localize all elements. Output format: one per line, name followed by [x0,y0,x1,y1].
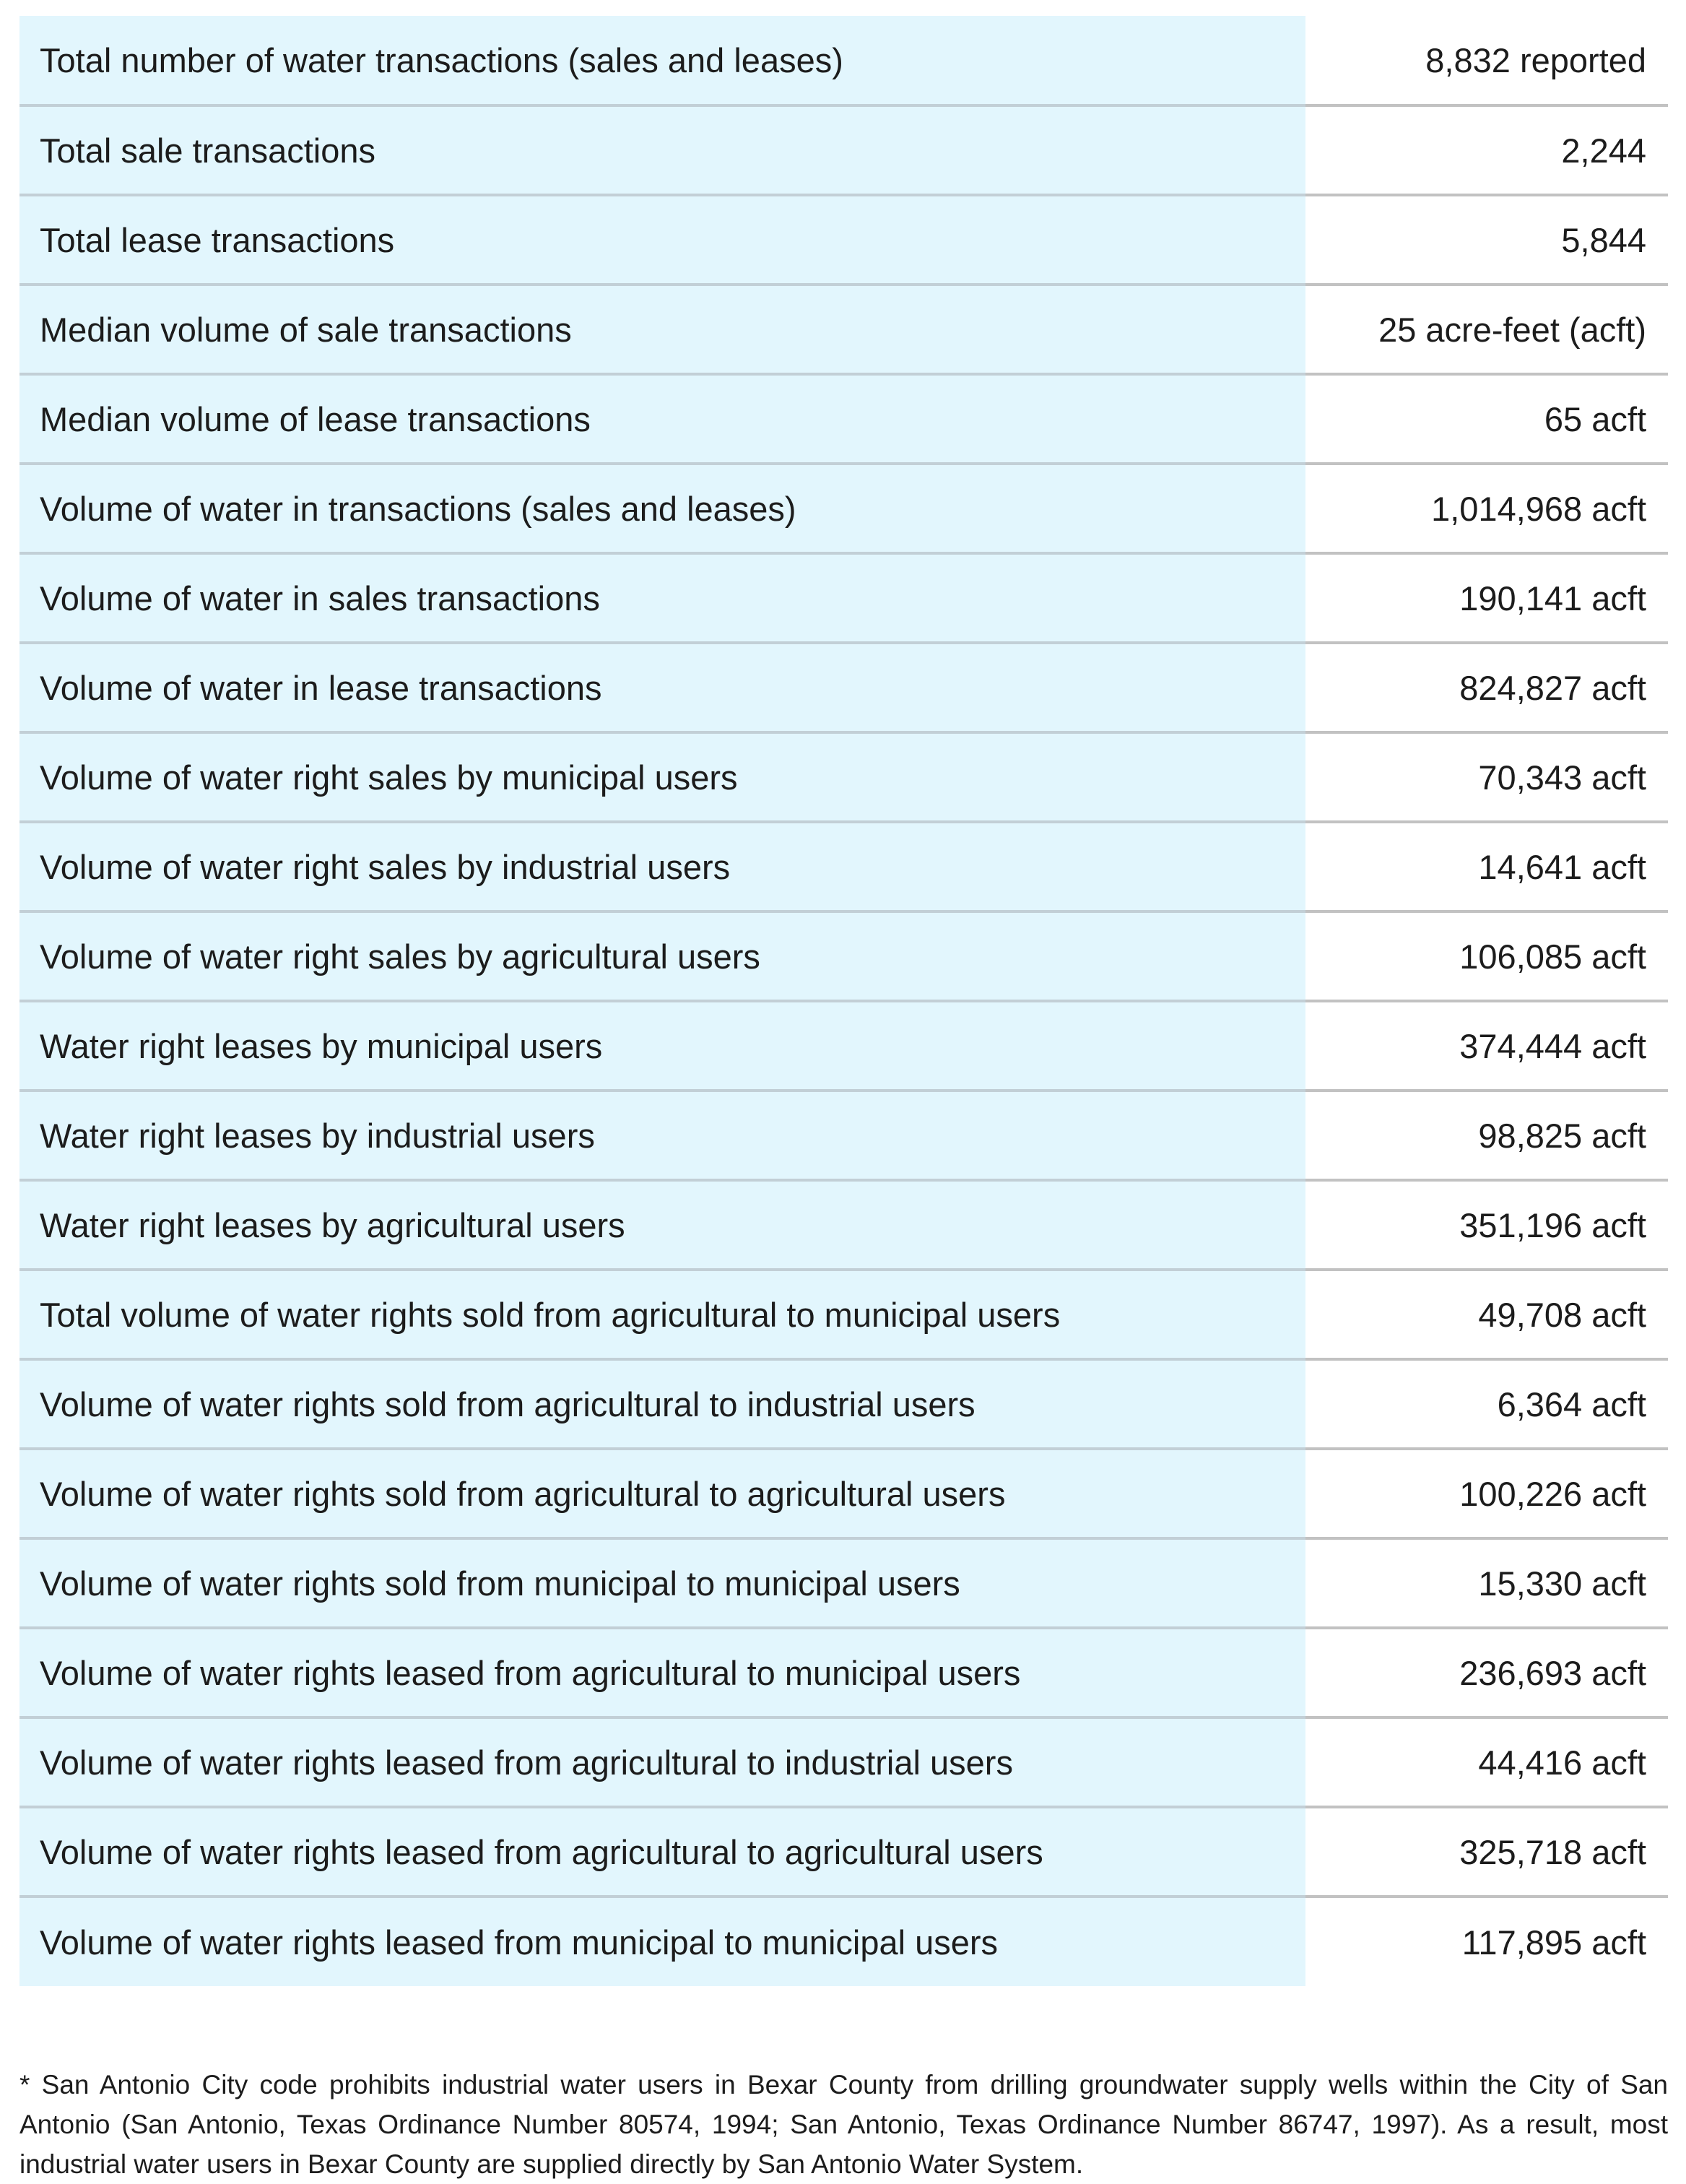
row-value: 65 acft [1305,374,1668,464]
row-label: Water right leases by industrial users [19,1091,1305,1180]
row-value: 8,832 reported [1305,16,1668,105]
row-value: 15,330 acft [1305,1538,1668,1628]
row-label: Median volume of lease transactions [19,374,1305,464]
row-value: 2,244 [1305,105,1668,195]
table-row [19,643,1668,732]
table-row [19,1180,1668,1270]
table-row [19,464,1668,553]
row-value: 5,844 [1305,195,1668,285]
row-label: Volume of water in sales transactions [19,553,1305,643]
table-row [19,553,1668,643]
row-value: 14,641 acft [1305,822,1668,911]
row-label: Total volume of water rights sold from agricultural to municipal users [19,1270,1305,1359]
row-label: Water right leases by municipal users [19,1001,1305,1091]
row-value: 325,718 acft [1305,1807,1668,1897]
table-row [19,822,1668,911]
row-value: 100,226 acft [1305,1449,1668,1538]
row-label: Water right leases by agricultural users [19,1180,1305,1270]
footnote: * San Antonio City code prohibits industrial water users in Bexar County from drilling groundwater supply wells within the City of San Antonio (San Antonio, Texas Ordinance Number 80574, 1994; San Antonio, Texas Ordinance Number 86747, 1997). As a result, most industrial water users in Bexar County are supplied directly by San Antonio Water System. [19,2070,1668,2179]
row-label: Total sale transactions [19,105,1305,195]
water-transactions-table [19,16,1668,1986]
row-value: 98,825 acft [1305,1091,1668,1180]
table-row [19,1538,1668,1628]
row-value: 236,693 acft [1305,1628,1668,1717]
row-label: Volume of water rights sold from agricultural to agricultural users [19,1449,1305,1538]
row-value: 106,085 acft [1305,911,1668,1001]
row-label: Volume of water right sales by agricultural users [19,911,1305,1001]
row-value: 351,196 acft [1305,1180,1668,1270]
table-row [19,732,1668,822]
row-value: 1,014,968 acft [1305,464,1668,553]
row-value: 44,416 acft [1305,1717,1668,1807]
row-label: Volume of water rights sold from agricultural to industrial users [19,1359,1305,1449]
row-value: 25 acre-feet (acft) [1305,285,1668,374]
row-value: 374,444 acft [1305,1001,1668,1091]
row-value: 824,827 acft [1305,643,1668,732]
table-row [19,16,1668,105]
table-row [19,1717,1668,1807]
table-row [19,1449,1668,1538]
table-row [19,1359,1668,1449]
row-value: 70,343 acft [1305,732,1668,822]
row-label: Volume of water rights leased from agricultural to municipal users [19,1628,1305,1717]
table-row [19,1001,1668,1091]
row-label: Volume of water rights leased from municipal to municipal users [19,1897,1305,1986]
table-row [19,1897,1668,1986]
row-value: 190,141 acft [1305,553,1668,643]
row-value: 117,895 acft [1305,1897,1668,1986]
table-row [19,1807,1668,1897]
row-label: Total number of water transactions (sales and leases) [19,16,1305,105]
row-label: Volume of water rights sold from municipal to municipal users [19,1538,1305,1628]
row-label: Volume of water in lease transactions [19,643,1305,732]
row-label: Total lease transactions [19,195,1305,285]
table-row [19,1091,1668,1180]
table-row [19,195,1668,285]
table-row [19,1628,1668,1717]
table-row [19,911,1668,1001]
row-label: Volume of water right sales by industrial users [19,822,1305,911]
table-row [19,374,1668,464]
row-label: Median volume of sale transactions [19,285,1305,374]
table-row [19,1270,1668,1359]
row-value: 6,364 acft [1305,1359,1668,1449]
table-body [19,16,1668,1986]
table-row [19,105,1668,195]
row-label: Volume of water rights leased from agricultural to industrial users [19,1717,1305,1807]
row-label: Volume of water right sales by municipal users [19,732,1305,822]
row-label: Volume of water in transactions (sales and leases) [19,464,1305,553]
row-label: Volume of water rights leased from agricultural to agricultural users [19,1807,1305,1897]
row-value: 49,708 acft [1305,1270,1668,1359]
table-row [19,285,1668,374]
